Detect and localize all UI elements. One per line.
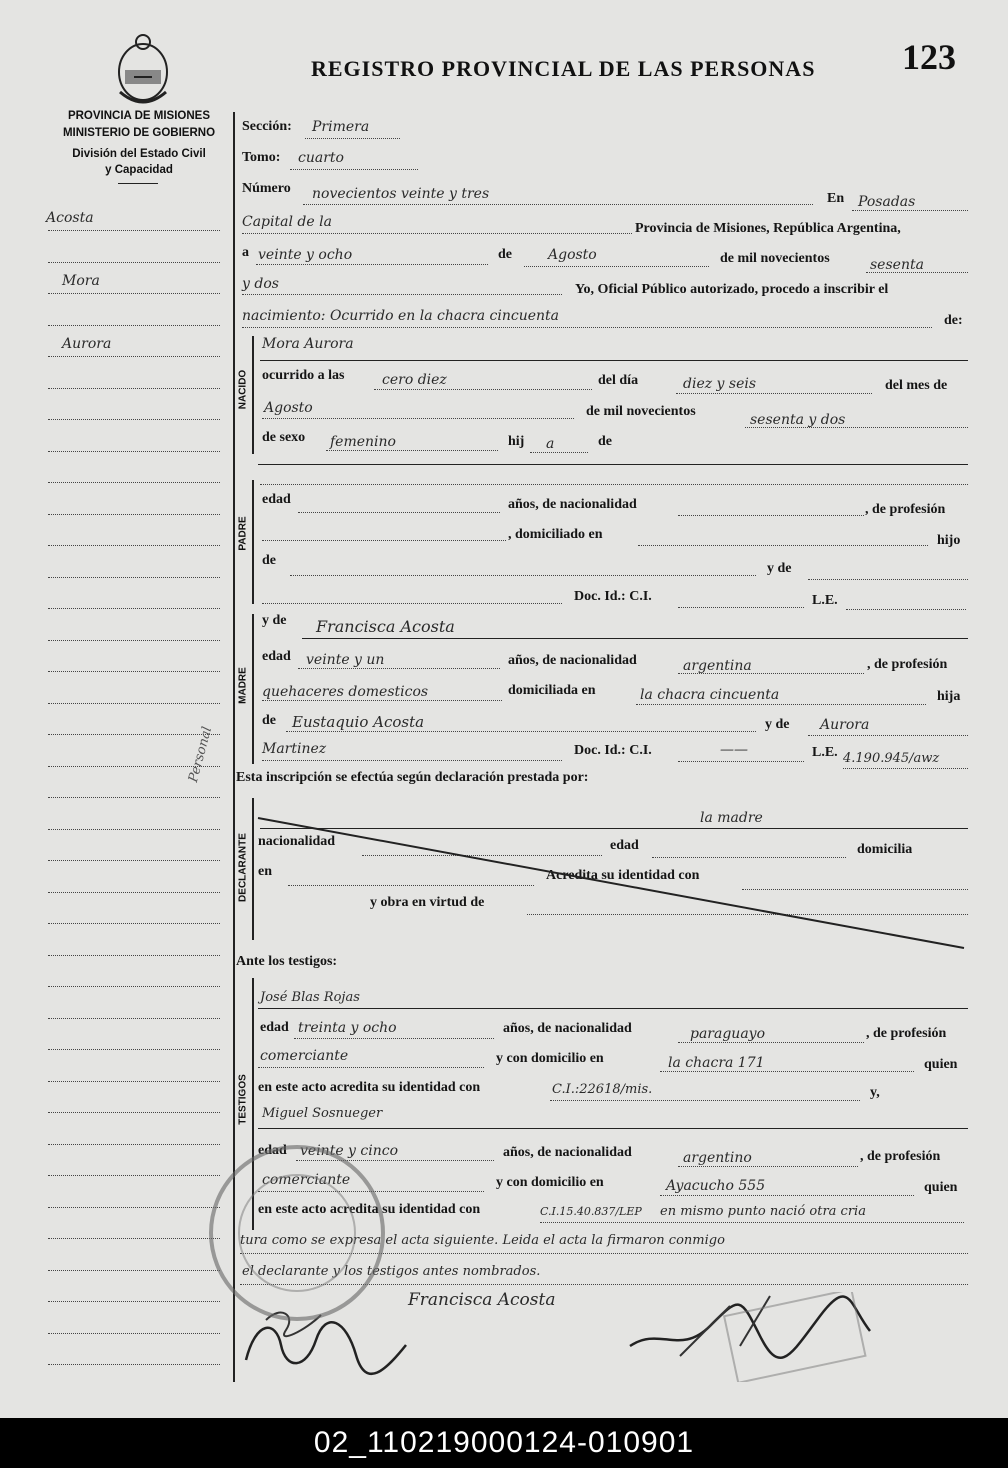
margin-ruled-line	[48, 671, 220, 672]
provincia-label: Provincia de Misiones, República Argentina,	[635, 221, 901, 236]
en-value: Posadas	[858, 194, 916, 210]
mes-nacido-value: Agosto	[264, 400, 313, 416]
nacido-bracket	[252, 336, 254, 454]
madre-nacionalidad-value: argentina	[683, 658, 752, 674]
margin-ruled-line	[48, 986, 220, 987]
margin-ruled-line	[48, 1175, 220, 1176]
footer-code-bar	[0, 1418, 1008, 1468]
anio-nacido-value: sesenta y dos	[750, 412, 846, 428]
testigo1-anios-label: años, de nacionalidad	[503, 1021, 632, 1036]
madre-madre-value-2: Martinez	[262, 741, 327, 757]
a-label: a	[242, 245, 249, 260]
margin-ruled-line	[48, 1270, 220, 1271]
page-number: 123	[902, 37, 956, 77]
testigos-label: TESTIGOS	[237, 1074, 249, 1125]
nota-line-2: tura como se expresa el acta siguiente. Leida el acta la firmaron conmigo	[240, 1233, 725, 1248]
dia-nacido-value: diez y seis	[683, 376, 757, 392]
margin-ruled-line	[48, 1112, 220, 1113]
official-seal-stamp	[204, 1140, 390, 1326]
cancel-strike-line	[256, 814, 968, 952]
tomo-label: Tomo:	[242, 150, 281, 165]
seccion-value: Primera	[312, 119, 370, 135]
rectangular-stamp	[720, 1292, 870, 1382]
hij-de-label: de	[598, 434, 612, 449]
declarante-bracket	[252, 798, 254, 940]
margin-ruled-line	[48, 514, 220, 515]
testigo2-domicilio-label: y con domicilio en	[496, 1175, 604, 1190]
margin-ruled-line	[48, 545, 220, 546]
padre-edad-label: edad	[262, 492, 291, 507]
capacity-label: y Capacidad	[105, 164, 173, 176]
madre-le-label: L.E.	[812, 745, 838, 760]
del-dia-label: del día	[598, 373, 639, 388]
margin-ruled-line	[48, 230, 220, 231]
testigo1-domicilio: la chacra 171	[668, 1055, 765, 1071]
padre-de-label: de	[262, 553, 276, 568]
padre-domiciliado-label: , domiciliado en	[508, 527, 603, 542]
anio-value-2: y dos	[242, 276, 279, 292]
testigo1-profesion-label: , de profesión	[866, 1026, 947, 1041]
mil-novecientos-label: de mil novecientos	[720, 251, 830, 266]
margin-ruled-line	[48, 892, 220, 893]
margin-ruled-line	[48, 608, 220, 609]
margin-given-name-1: Mora	[62, 273, 100, 289]
hora-value: cero diez	[382, 372, 447, 388]
hij-label: hij	[508, 434, 525, 449]
nota-line-3: el declarante y los testigos antes nombrados.	[242, 1264, 541, 1279]
footer-code: 02_110219000124-010901	[313, 1426, 695, 1459]
anio-value-1: sesenta	[870, 257, 924, 273]
madre-nombre: Francisca Acosta	[316, 617, 455, 636]
madre-ci-value: ——	[720, 742, 748, 758]
margin-ruled-line	[48, 703, 220, 704]
ocurrido-label: ocurrido a las	[262, 368, 345, 383]
declarante-value: la madre	[700, 810, 763, 826]
declarante-virtud-label: y obra en virtud de	[370, 895, 485, 910]
testigo2-anios-label: años, de nacionalidad	[503, 1145, 632, 1160]
margin-ruled-line	[48, 1364, 220, 1365]
margin-given-name-2: Aurora	[62, 336, 112, 352]
testigo2-id: C.I.15.40.837/LEP	[540, 1205, 642, 1218]
padre-y-de-label: y de	[767, 561, 792, 576]
madre-madre-value-1: Aurora	[820, 717, 870, 733]
margin-ruled-line	[48, 955, 220, 956]
de-colon-label: de:	[944, 313, 963, 328]
numero-value: novecientos veinte y tres	[312, 186, 490, 202]
nota-line-1: en mismo punto nació otra cria	[660, 1204, 866, 1219]
mes-value: Agosto	[548, 247, 597, 263]
declarante-en-label: en	[258, 864, 272, 879]
margin-ruled-line	[48, 797, 220, 798]
padre-hijo-label: hijo	[937, 533, 961, 548]
madre-hija-label: hija	[937, 689, 961, 704]
testigo1-nacionalidad: paraguayo	[690, 1026, 766, 1042]
de-label: de	[498, 247, 512, 262]
margin-ruled-line	[48, 293, 220, 294]
testigo1-profesion: comerciante	[260, 1048, 349, 1064]
testigo1-domicilio-label: y con domicilio en	[496, 1051, 604, 1066]
margin-ruled-line	[48, 356, 220, 357]
margin-ruled-line	[48, 1238, 220, 1239]
margin-ruled-line	[48, 1333, 220, 1334]
seccion-label: Sección:	[242, 119, 292, 134]
madre-padre-value: Eustaquio Acosta	[292, 713, 425, 731]
coat-of-arms-icon	[112, 22, 174, 106]
header-divider	[118, 183, 158, 184]
testigo1-quien-label: quien	[924, 1057, 958, 1072]
margin-ruled-line	[48, 860, 220, 861]
margin-surname: Acosta	[46, 210, 94, 226]
declarante-label: DECLARANTE	[237, 833, 249, 902]
margin-side-note: Personal	[186, 725, 216, 784]
padre-bracket	[252, 480, 254, 604]
document-title: REGISTRO PROVINCIAL DE LAS PERSONAS	[311, 56, 816, 81]
declaracion-text: Esta inscripción se efectúa según declaración prestada por:	[236, 770, 589, 785]
margin-ruled-line	[48, 1081, 220, 1082]
madre-profesion-value: quehaceres domesticos	[262, 684, 429, 700]
testigo2-profesion: comerciante	[262, 1172, 351, 1188]
declarante-acredita-label: Acredita su identidad con	[546, 868, 700, 883]
acto-value: nacimiento: Ocurrido en la chacra cincuenta	[242, 308, 560, 324]
margin-ruled-line	[48, 419, 220, 420]
declarante-edad-label: edad	[610, 838, 639, 853]
margin-ruled-line	[48, 1144, 220, 1145]
madre-edad-label: edad	[262, 649, 291, 664]
en-label: En	[827, 191, 845, 206]
sexo-value: femenino	[330, 434, 396, 450]
padre-anios-label: años, de nacionalidad	[508, 497, 637, 512]
testigo1-edad-label: edad	[260, 1020, 289, 1035]
sexo-label: de sexo	[262, 430, 306, 445]
madre-bracket	[252, 614, 254, 764]
nacido-nombre: Mora Aurora	[262, 336, 354, 352]
hij-suffix: a	[546, 436, 555, 452]
province-label: PROVINCIA DE MISIONES	[67, 110, 211, 122]
madre-y-de-label-2: y de	[765, 717, 790, 732]
madre-le-value: 4.190.945/awz	[843, 751, 940, 766]
testigo2-nacionalidad: argentino	[683, 1150, 752, 1166]
testigo2-profesion-label: , de profesión	[860, 1149, 941, 1164]
testigo1-id: C.I.:22618/mis.	[552, 1082, 653, 1097]
margin-ruled-line	[48, 1207, 220, 1208]
nacido-label: NACIDO	[237, 369, 249, 410]
oficial-text: Yo, Oficial Público autorizado, procedo a inscribir el	[575, 282, 889, 297]
margin-ruled-line	[48, 451, 220, 452]
testigo2-quien-label: quien	[924, 1180, 958, 1195]
testigo2-edad-label: edad	[258, 1143, 287, 1158]
margin-ruled-line	[48, 640, 220, 641]
ministry-label: MINISTERIO DE GOBIERNO	[62, 127, 216, 139]
margin-ruled-line	[48, 577, 220, 578]
testigo2-acredita-label: en este acto acredita su identidad con	[258, 1202, 481, 1217]
margin-ruled-line	[48, 262, 220, 263]
madre-de-label: de	[262, 713, 276, 728]
testigo1-edad-value: treinta y ocho	[298, 1020, 397, 1036]
margin-ruled-line	[48, 1301, 220, 1302]
testigo1-y-label: y,	[870, 1085, 880, 1100]
margin-ruled-line	[48, 829, 220, 830]
testigo2-nombre: Miguel Sosnueger	[262, 1106, 383, 1121]
testigo1-nombre: José Blas Rojas	[260, 990, 360, 1005]
madre-domicilio-value: la chacra cincuenta	[640, 687, 780, 703]
margin-ruled-line	[48, 1018, 220, 1019]
del-mes-label: del mes de	[885, 378, 948, 393]
madre-anios-label: años, de nacionalidad	[508, 653, 637, 668]
padre-doc-label: Doc. Id.: C.I.	[574, 589, 652, 604]
madre-doc-label: Doc. Id.: C.I.	[574, 743, 652, 758]
margin-ruled-line	[48, 923, 220, 924]
testigos-intro: Ante los testigos:	[236, 954, 338, 969]
padre-label: PADRE	[237, 516, 249, 551]
testigo1-acredita-label: en este acto acredita su identidad con	[258, 1080, 481, 1095]
dia-value: veinte y ocho	[258, 247, 353, 263]
declarante-nacionalidad-label: nacionalidad	[258, 834, 336, 849]
numero-label: Número	[242, 181, 291, 196]
margin-ruled-line	[48, 482, 220, 483]
testigo2-edad-value: veinte y cinco	[300, 1143, 399, 1159]
margin-ruled-line	[48, 325, 220, 326]
madre-domiciliada-label: domiciliada en	[508, 683, 596, 698]
margin-ruled-line	[48, 734, 220, 735]
firma-madre: Francisca Acosta	[408, 1290, 556, 1310]
madre-y-de-label: y de	[262, 613, 287, 628]
madre-profesion-label: , de profesión	[867, 657, 948, 672]
margin-ruled-line	[48, 388, 220, 389]
mil-label-nacido: de mil novecientos	[586, 404, 696, 419]
madre-edad-value: veinte y un	[306, 652, 385, 668]
margin-ruled-line	[48, 1049, 220, 1050]
division-label: División del Estado Civil	[72, 148, 206, 160]
tomo-value: cuarto	[298, 150, 344, 166]
padre-profesion-label: , de profesión	[865, 502, 946, 517]
testigo2-domicilio: Ayacucho 555	[666, 1178, 766, 1194]
declarante-domicilia-label: domicilia	[857, 842, 913, 857]
capital-value: Capital de la	[242, 214, 332, 230]
padre-le-label: L.E.	[812, 593, 838, 608]
madre-label: MADRE	[237, 667, 249, 704]
